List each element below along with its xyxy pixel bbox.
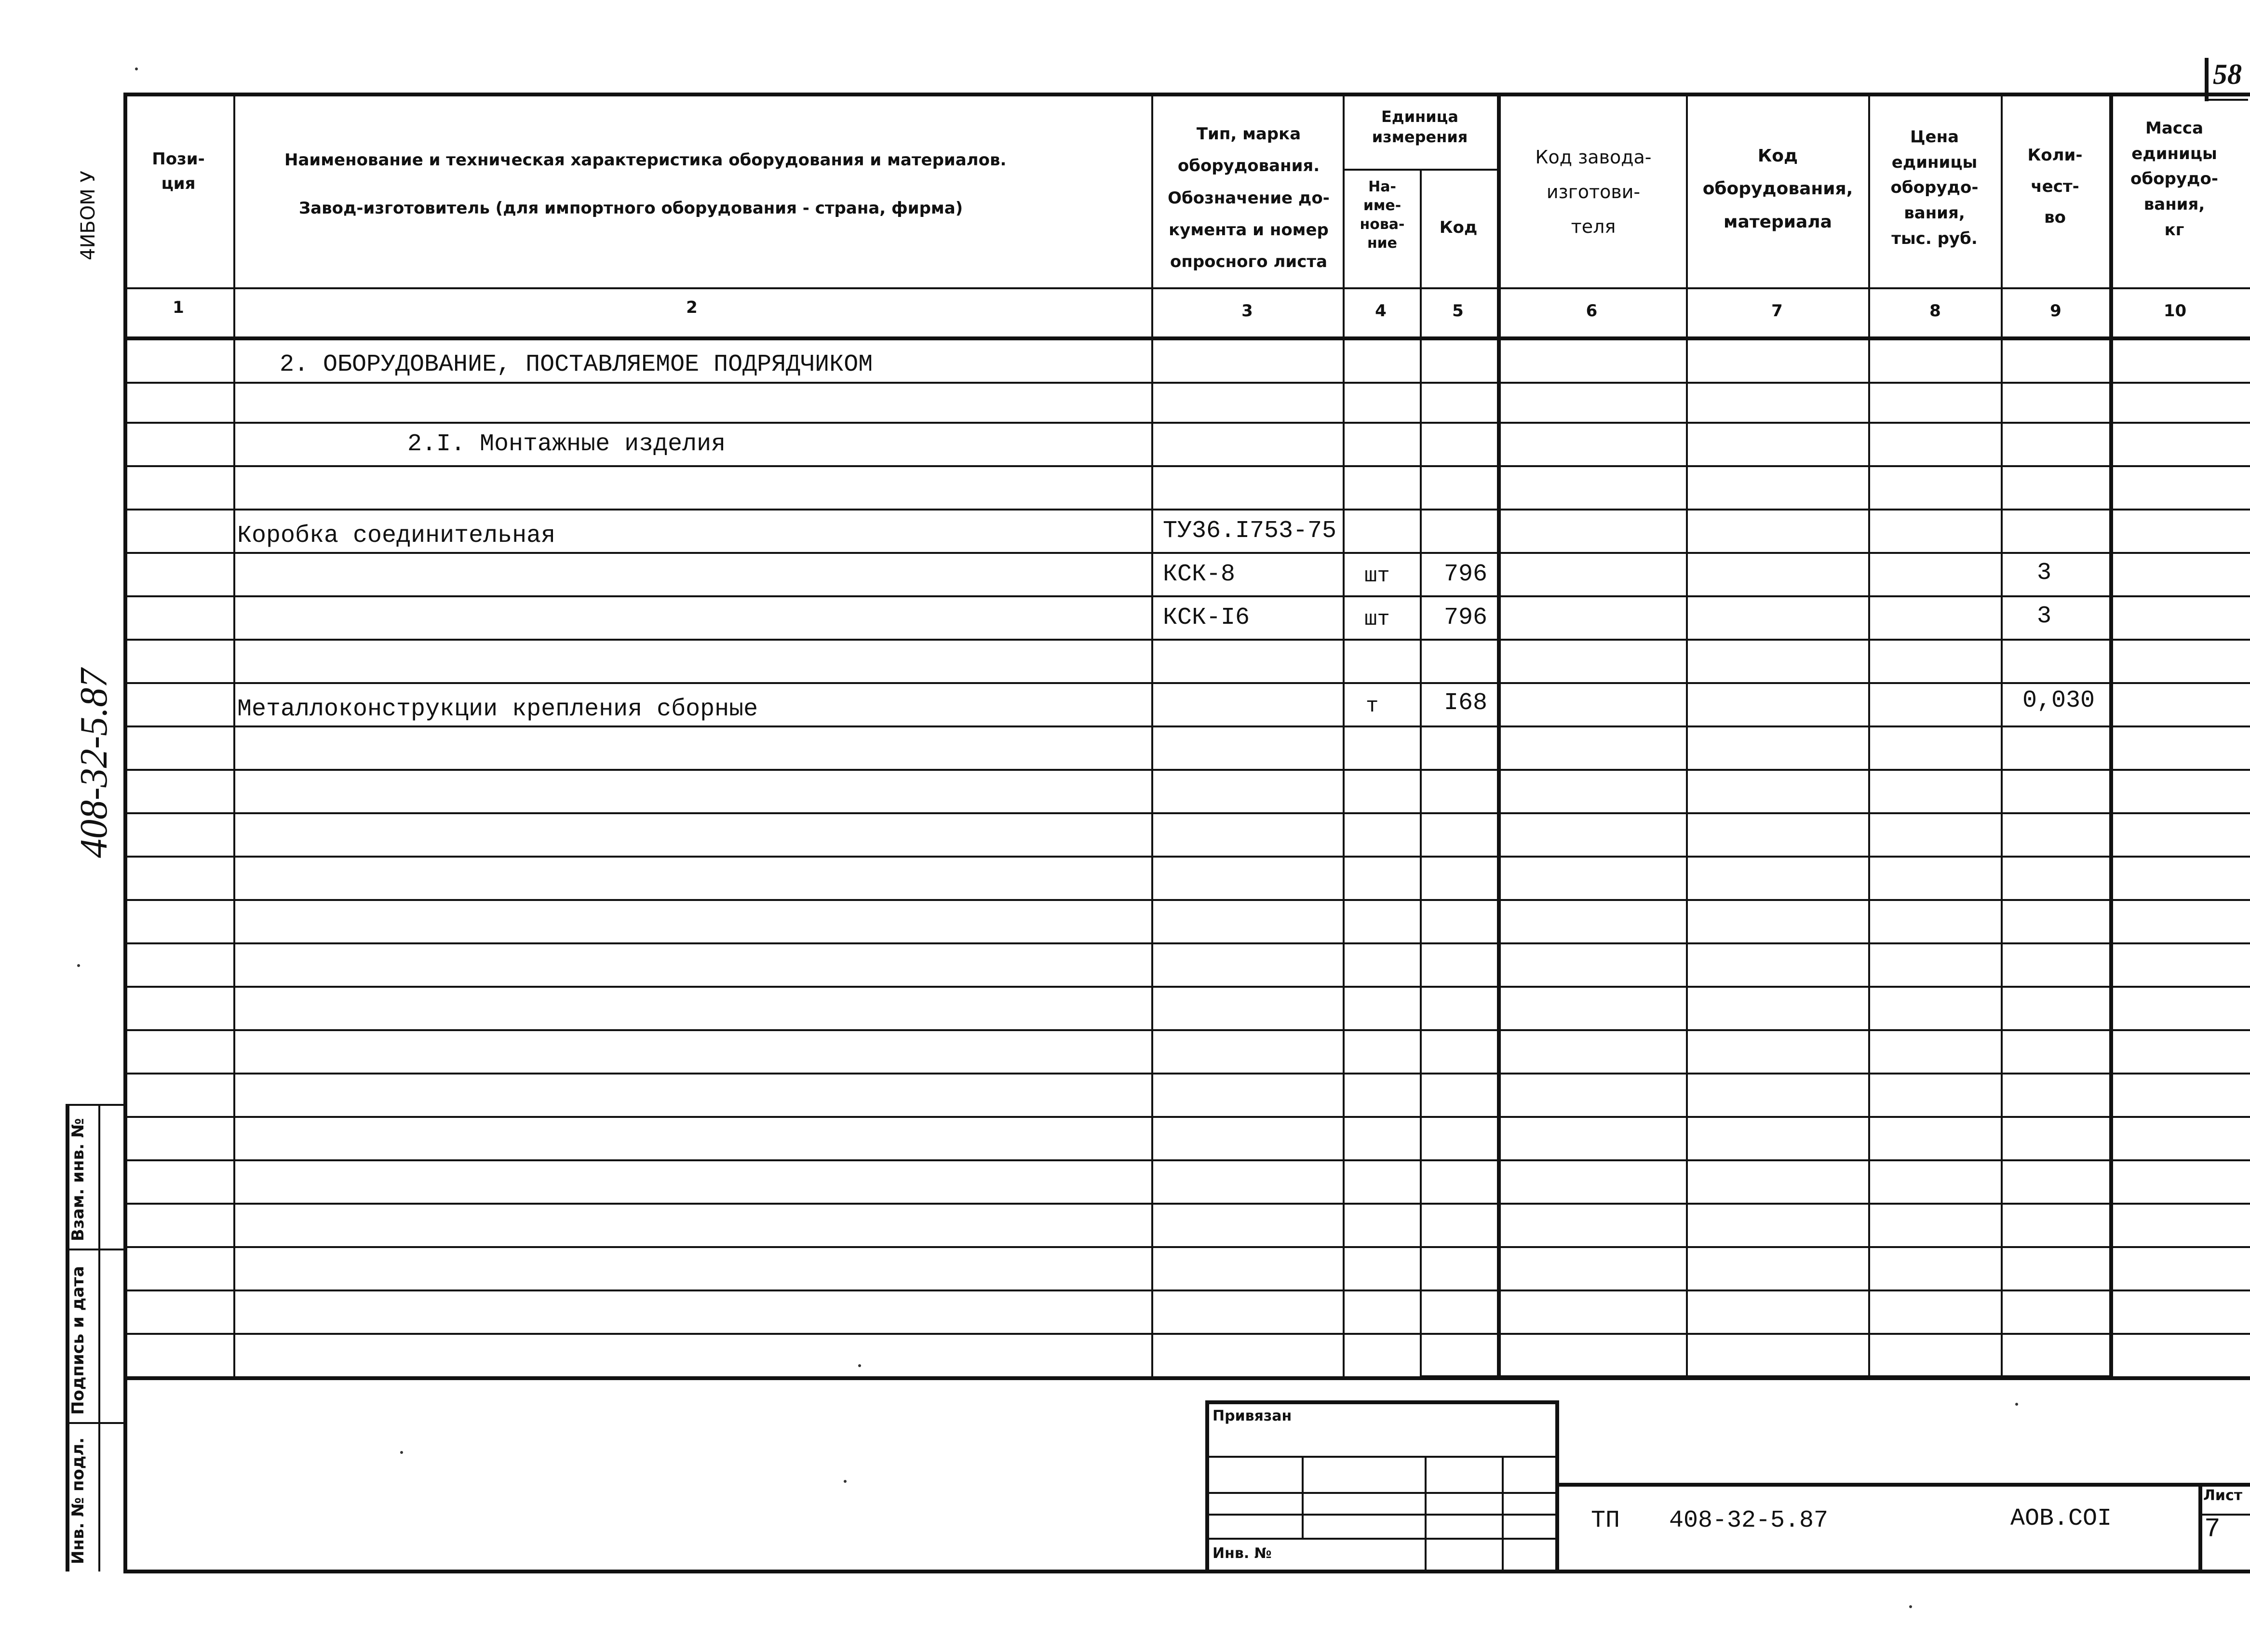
stamp-sheet-label: Лист bbox=[2203, 1487, 2243, 1504]
header-plant-code: Код завода- изготови- теля bbox=[1535, 147, 1652, 238]
header-unit-group: Единица измерения bbox=[1372, 107, 1468, 146]
column-number: 9 bbox=[2050, 301, 2061, 321]
column-number: 10 bbox=[2163, 301, 2187, 321]
side-label-inv-orig: Инв. № подл. bbox=[68, 1437, 88, 1564]
side-label-inv-replace: Взам. инв. № bbox=[68, 1118, 88, 1241]
handwritten-project-code: 408-32-5.87 bbox=[73, 668, 115, 858]
item-quantity: 3 bbox=[2037, 559, 2052, 587]
stamp-project-code: 408-32-5.87 bbox=[1669, 1507, 1829, 1534]
item-quantity: 3 bbox=[2037, 603, 2052, 630]
item-spec: ТУ36.I753-75 bbox=[1163, 517, 1337, 545]
header-manufacturer: Завод-изготовитель (для импортного оборудования - страна, фирма) bbox=[299, 199, 963, 218]
column-number: 6 bbox=[1586, 301, 1598, 321]
subsection-title: 2.I. Монтажные изделия bbox=[407, 430, 726, 458]
column-number: 1 bbox=[173, 298, 184, 317]
header-unit-name: На- име- нова- ние bbox=[1360, 178, 1405, 252]
item-unit: шт bbox=[1364, 607, 1390, 631]
archive-mark: 4ИБОМ У bbox=[77, 171, 99, 260]
header-type: Тип, марка оборудования. Обозначение до- кумента и номер опросного листа bbox=[1168, 124, 1330, 272]
table-top-border bbox=[123, 93, 2250, 96]
corner-sheet-number: 58 bbox=[2213, 58, 2242, 90]
item-name: Коробка соединительная bbox=[237, 522, 556, 550]
item-unit-code: 796 bbox=[1444, 561, 1488, 588]
header-mass: Масса единицы оборудо- вания, кг bbox=[2130, 119, 2218, 240]
header-position: Пози- ция bbox=[152, 149, 205, 193]
item-unit: т bbox=[1366, 694, 1379, 718]
column-number: 7 bbox=[1771, 301, 1783, 321]
item-unit-code: 796 bbox=[1444, 604, 1488, 631]
item-type: КСК-I6 bbox=[1163, 604, 1250, 631]
section-title: 2. ОБОРУДОВАНИЕ, ПОСТАВЛЯЕМОЕ ПОДРЯДЧИКОМ bbox=[280, 351, 873, 378]
table-left-border bbox=[123, 93, 127, 1571]
stamp-inv-label: Инв. № bbox=[1213, 1545, 1272, 1562]
side-label-sign-date: Подпись и дата bbox=[68, 1266, 88, 1415]
header-equipment-code: Код оборудования, материала bbox=[1702, 146, 1853, 232]
column-number: 4 bbox=[1375, 301, 1387, 321]
sheet-bottom-border bbox=[123, 1570, 2250, 1573]
header-price: Цена единицы оборудо- вания, тыс. руб. bbox=[1890, 127, 1979, 248]
column-number: 3 bbox=[1241, 301, 1253, 321]
stamp-sheet-number: 7 bbox=[2204, 1514, 2221, 1545]
header-quantity: Коли- чест- во bbox=[2027, 146, 2083, 228]
stamp-bound-label: Привязан bbox=[1213, 1408, 1292, 1424]
header-name: Наименование и техническая характеристика оборудования и материалов. bbox=[284, 150, 1007, 170]
header-unit-code: Код bbox=[1439, 218, 1478, 237]
item-name: Металлоконструкции крепления сборные bbox=[237, 696, 758, 723]
item-type: КСК-8 bbox=[1163, 561, 1236, 588]
item-quantity: 0,030 bbox=[2022, 687, 2095, 714]
item-unit-code: I68 bbox=[1444, 689, 1488, 717]
column-number: 5 bbox=[1452, 301, 1464, 321]
column-number: 8 bbox=[1929, 301, 1941, 321]
item-unit: шт bbox=[1364, 564, 1390, 588]
column-number: 2 bbox=[686, 298, 698, 317]
stamp-document-code: АОВ.СОI bbox=[2010, 1505, 2112, 1532]
stamp-prefix: ТП bbox=[1591, 1507, 1620, 1534]
